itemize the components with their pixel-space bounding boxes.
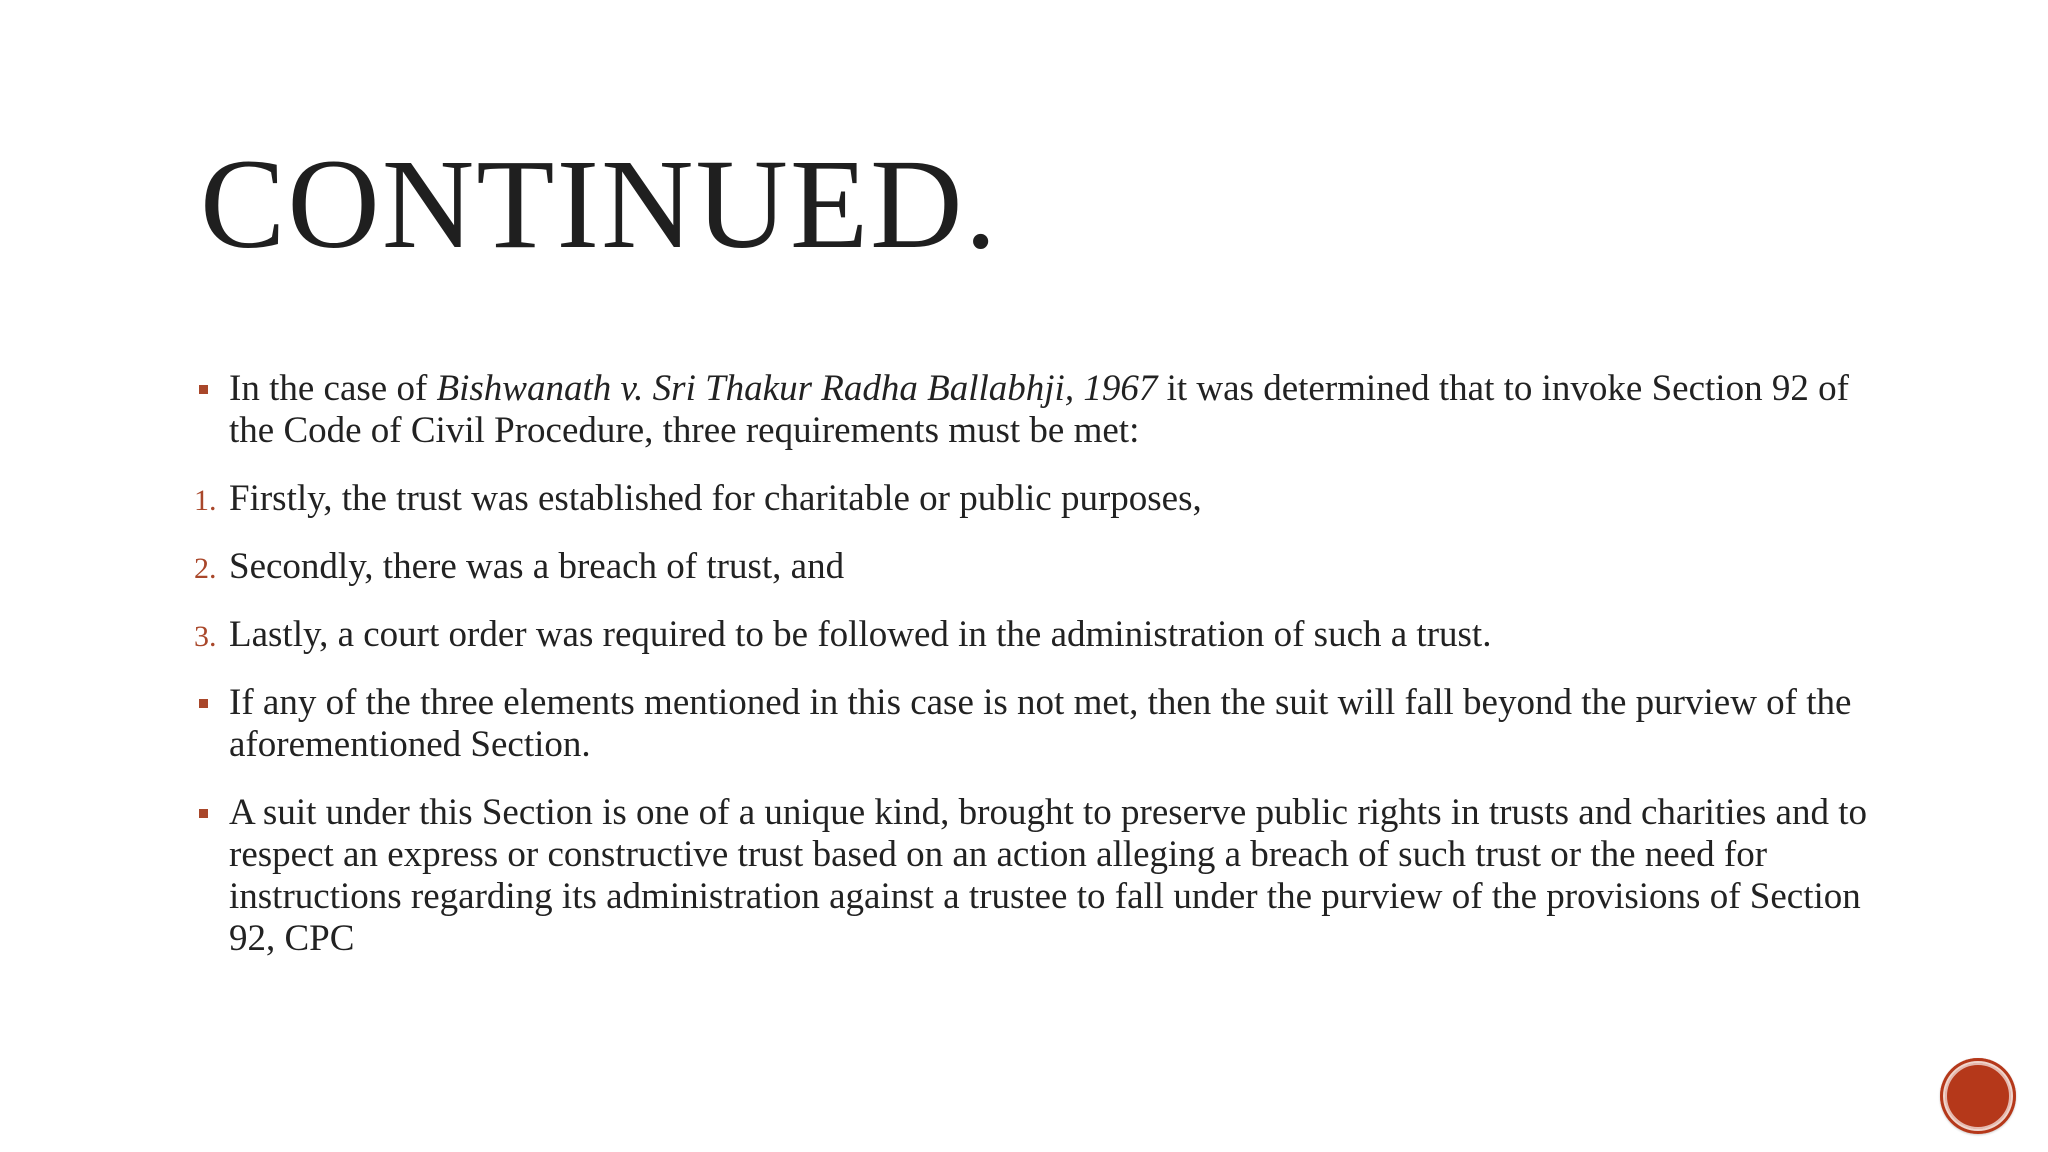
slide-title: CONTINUED. xyxy=(200,133,999,275)
number-marker: 3. xyxy=(194,620,217,653)
numbered-item-text: Secondly, there was a breach of trust, and xyxy=(229,546,845,587)
numbered-item-3 xyxy=(196,614,1896,656)
bullet-text-after: it was determined that to invoke Section 92 of the Code of Civil Procedure, three requirements must be met: xyxy=(229,368,1849,451)
slide-navigation-circle-icon[interactable] xyxy=(1940,1058,2016,1134)
numbered-item-text: Firstly, the trust was established for charitable or public purposes, xyxy=(229,478,1202,519)
numbered-item-1 xyxy=(196,478,1896,520)
numbered-item-text: Lastly, a court order was required to be followed in the administration of such a trust. xyxy=(229,614,1492,655)
bullet-item-suit-kind xyxy=(196,792,1896,960)
case-citation: Bishwanath v. Sri Thakur Radha Ballabhji, 1967 xyxy=(436,368,1158,409)
slide-content xyxy=(196,368,1896,986)
bullet-text: A suit under this Section is one of a unique kind, brought to preserve public rights in trusts and charities and to respect an express or constructive trust based on an action alleging a breach of such trust or the need for instructions regarding its administration against a trustee to fall under the purview of the provisions of Section 92, CPC xyxy=(229,792,1868,959)
bullet-item-case-reference xyxy=(196,368,1896,452)
bullet-text-before: In the case of xyxy=(229,368,437,409)
bullet-item-elements-not-met xyxy=(196,682,1896,766)
number-marker: 2. xyxy=(194,552,217,585)
square-bullet-icon xyxy=(199,809,208,818)
square-bullet-icon xyxy=(199,385,208,394)
numbered-item-2 xyxy=(196,546,1896,588)
square-bullet-icon xyxy=(199,699,208,708)
number-marker: 1. xyxy=(194,484,217,517)
bullet-text: If any of the three elements mentioned in this case is not met, then the suit will fall beyond the purview of the aforementioned Section. xyxy=(229,682,1852,765)
